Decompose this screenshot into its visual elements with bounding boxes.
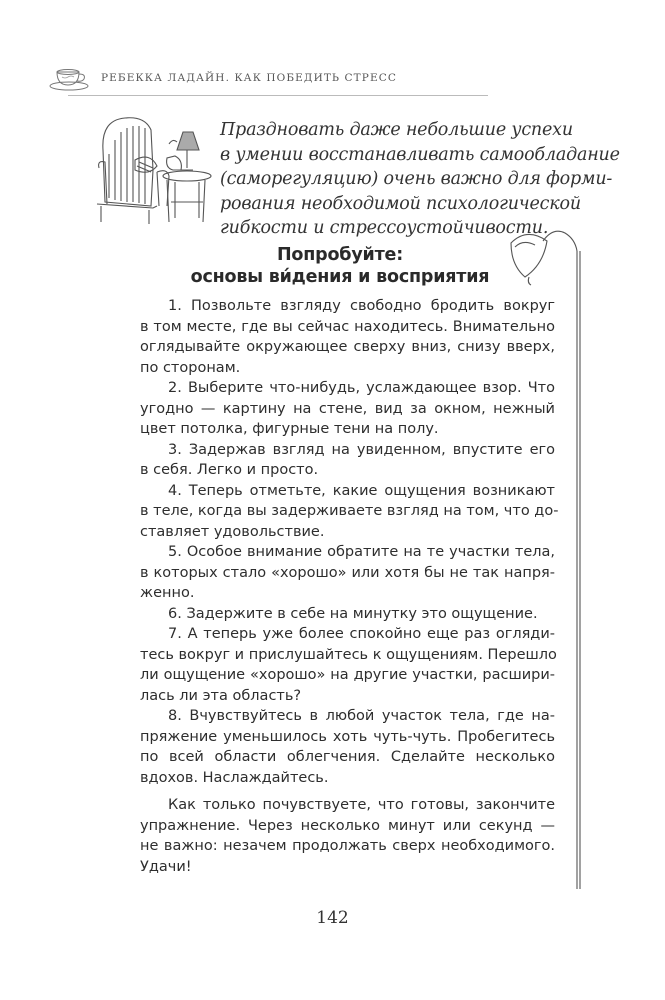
text-line: 6. Задержите в себе на минутку это ощущение.	[168, 605, 538, 622]
closing-paragraph	[140, 795, 555, 877]
text-line: 7. А теперь уже более спокойно еще раз огляди-	[168, 626, 555, 642]
text-line: 2. Выберите что-нибудь, услаждающее взор. Что	[168, 380, 555, 396]
text-line: цвет потолка, фигурные тени на полу.	[140, 421, 439, 437]
text-line: в том месте, где вы сейчас находитесь. Внимательно	[140, 318, 555, 335]
intro-line: Праздновать даже небольшие успехи	[220, 120, 573, 140]
step-item	[140, 440, 555, 481]
step-item	[140, 542, 555, 604]
text-line: ставляет удовольствие.	[140, 523, 325, 540]
text-line: в теле, когда вы задерживаете взгляд на том, что до-	[140, 503, 559, 519]
text-line: не важно: незачем продолжать сверх необходимого.	[140, 838, 555, 854]
section-subheading: основы ви́дения и восприятия	[190, 267, 490, 287]
step-item	[140, 378, 555, 440]
text-line: 3. Задержав взгляд на увиденном, впустите его	[168, 441, 555, 458]
text-line: 4. Теперь отметьте, какие ощущения возникают	[168, 482, 555, 499]
step-item	[140, 296, 555, 378]
teacup-icon	[48, 64, 90, 92]
text-line: Удачи!	[140, 858, 192, 875]
text-line: оглядывайте окружающее сверху вниз, снизу вверх,	[140, 339, 555, 355]
page-number: 142	[316, 908, 349, 928]
exercise-text	[140, 296, 559, 877]
text-line: в которых стало «хорошо» или хотя бы не так напря-	[140, 564, 555, 581]
step-item	[140, 481, 559, 543]
intro-paragraph	[220, 118, 620, 241]
running-header	[48, 64, 468, 94]
paragraph-gap	[140, 788, 555, 795]
text-line: женно.	[140, 585, 195, 601]
text-line: по сторонам.	[140, 359, 241, 376]
header-rule	[68, 95, 488, 96]
text-line: Как только почувствуете, что готовы, закончите	[168, 797, 555, 813]
running-title: РЕБЕККА ЛАДАЙН. КАК ПОБЕДИТЬ СТРЕСС	[101, 72, 397, 84]
text-line: ли ощущение «хорошо» на другие участки, расшири-	[140, 667, 555, 683]
text-line: 8. Вчувствуйтесь в любой участок тела, где на-	[168, 708, 555, 724]
text-line: 5. Особое внимание обратите на те участки тела,	[168, 544, 555, 560]
text-line: по всей области облегчения. Сделайте несколько	[140, 749, 555, 765]
intro-line: гибкости и стрессоустойчивости.	[220, 218, 549, 238]
step-item	[140, 624, 555, 706]
step-item	[140, 604, 555, 625]
intro-line: рования необходимой психологической	[220, 193, 581, 214]
text-line: в себя. Легко и просто.	[140, 462, 319, 478]
intro-line: в умении восстанавливать самообладание	[220, 144, 620, 165]
text-line: вдохов. Наслаждайтесь.	[140, 769, 329, 786]
text-line: 1. Позвольте взгляду свободно бродить вокруг	[168, 298, 555, 314]
armchair-illustration	[95, 110, 215, 228]
section-heading: Попробуйте:	[276, 245, 403, 265]
step-item	[140, 706, 555, 788]
text-line: упражнение. Через несколько минут или секунд —	[140, 817, 555, 834]
text-line: пряжение уменьшилось хоть чуть-чуть. Пробегитесь	[140, 728, 555, 745]
text-line: лась ли эта область?	[140, 687, 302, 704]
text-line: тесь вокруг и прислушайтесь к ощущениям. Перешло	[140, 646, 557, 663]
intro-line: (саморегуляцию) очень важно для форми-	[220, 169, 613, 189]
text-line: угодно — картину на стене, вид за окном, нежный	[140, 400, 555, 417]
